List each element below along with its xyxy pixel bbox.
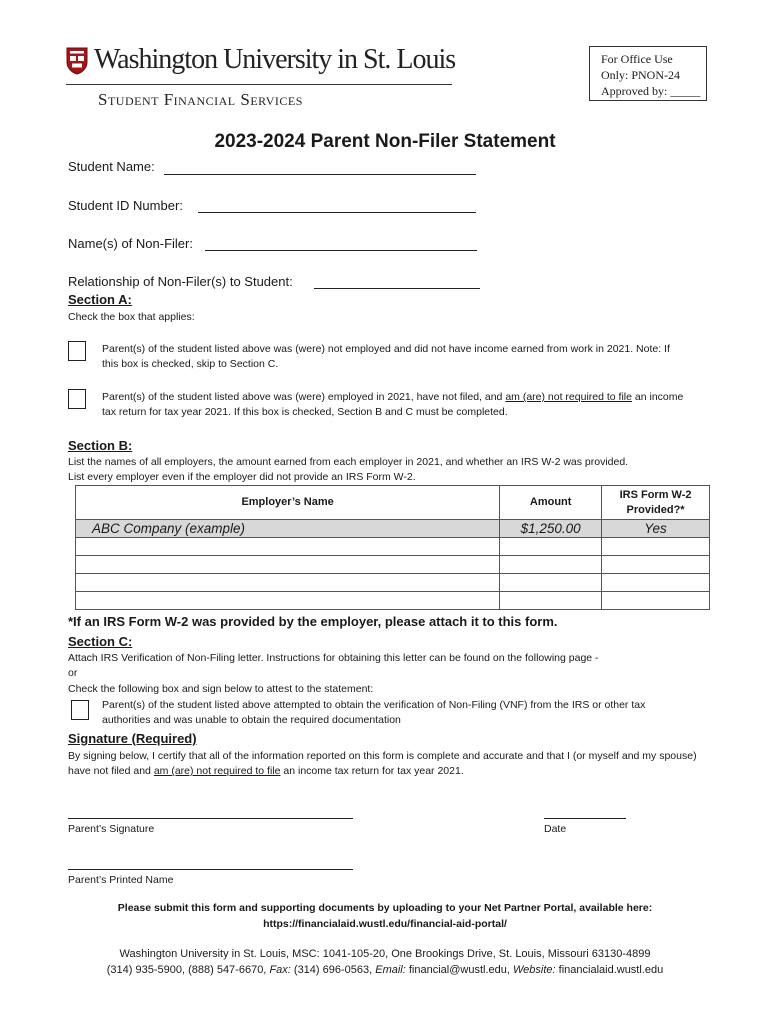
w2-header-line1: IRS Form W-2 xyxy=(619,488,692,501)
section-c-heading: Section C: xyxy=(68,634,133,649)
table-header-row xyxy=(76,486,710,520)
w2-footnote: *If an IRS Form W-2 was provided by the employer, please attach it to this form. xyxy=(68,614,558,629)
section-b-heading: Section B: xyxy=(68,438,133,453)
section-c-line3: Check the following box and sign below to attest to the statement: xyxy=(68,683,374,695)
employer-name-cell[interactable] xyxy=(76,556,500,574)
footer-address: Washington University in St. Louis, MSC: 1041-105-20, One Brookings Drive, St. Louis, Missouri 63130-4899 xyxy=(119,948,651,960)
footer xyxy=(0,946,770,978)
table-row xyxy=(76,592,710,610)
relationship-field[interactable] xyxy=(314,288,480,289)
table-row xyxy=(76,574,710,592)
section-a-option1-text: Parent(s) of the student listed above was (were) not employed and did not have income earned from work in 2021. Note: If this box is checked, skip to Section C. xyxy=(102,343,670,370)
statement-underlined: am (are) not required to file xyxy=(153,765,281,777)
relationship-label: Relationship of Non-Filer(s) to Student: xyxy=(68,274,293,289)
w2-cell[interactable] xyxy=(602,538,710,556)
website-link[interactable]: financialaid.wustl.edu xyxy=(558,964,664,976)
university-name: Washington University in St. Louis xyxy=(94,44,456,75)
form-title: 2023-2024 Parent Non-Filer Statement xyxy=(214,131,556,152)
fax-label: Fax: xyxy=(269,964,291,976)
date-line[interactable] xyxy=(544,818,626,819)
submit-line: Please submit this form and supporting documents by uploading to your Net Partner Portal, available here: xyxy=(117,902,653,914)
section-c-option-text: Parent(s) of the student listed above attempted to obtain the verification of Non-Filing (VNF) from the IRS or other tax authorities and was unable to obtain the required documentation xyxy=(102,699,646,726)
office-use-approved: Approved by: _____ xyxy=(601,84,701,98)
option2-text-start: Parent(s) of the student listed above was (were) employed in 2021, have not filed, and xyxy=(102,391,506,403)
employer-table xyxy=(75,485,710,610)
section-c-or: or xyxy=(68,667,78,679)
email-label: Email: xyxy=(375,964,406,976)
w2-provided-header xyxy=(602,486,710,520)
employer-name-cell[interactable] xyxy=(76,574,500,592)
option2-underlined-text: am (are) not required to file xyxy=(505,391,632,403)
amount-cell[interactable] xyxy=(500,592,602,610)
section-a-option2-checkbox[interactable] xyxy=(68,389,86,409)
non-filer-names-label: Name(s) of Non-Filer: xyxy=(68,236,193,251)
student-id-label: Student ID Number: xyxy=(68,198,183,213)
w2-cell[interactable] xyxy=(602,592,710,610)
section-a-instruction: Check the box that applies: xyxy=(68,311,195,323)
header-divider xyxy=(66,84,452,85)
student-id-field[interactable] xyxy=(198,212,476,213)
section-b-instruction-2: List every employer even if the employer did not provide an IRS Form W-2. xyxy=(68,471,416,483)
amount-cell[interactable] xyxy=(500,556,602,574)
table-row xyxy=(76,556,710,574)
example-amount: $1,250.00 xyxy=(500,520,602,538)
department-name: Student Financial Services xyxy=(98,90,303,109)
signature-heading: Signature (Required) xyxy=(68,731,197,746)
submit-instructions xyxy=(0,900,770,932)
office-use-line: For Office Use xyxy=(601,52,673,66)
email-link[interactable]: financial@wustl.edu, xyxy=(408,964,510,976)
w2-cell[interactable] xyxy=(602,574,710,592)
amount-header: Amount xyxy=(500,486,602,520)
employer-name-cell[interactable] xyxy=(76,592,500,610)
w2-header-line2: Provided?* xyxy=(626,503,685,516)
portal-link[interactable]: https://financialaid.wustl.edu/financial-aid-portal/ xyxy=(263,918,507,930)
example-row xyxy=(76,520,710,538)
example-w2: Yes xyxy=(602,520,710,538)
parent-signature-label: Parent’s Signature xyxy=(68,823,155,835)
employer-name-cell[interactable] xyxy=(76,538,500,556)
signature-statement xyxy=(68,749,698,779)
w2-cell[interactable] xyxy=(602,556,710,574)
table-row xyxy=(76,538,710,556)
non-filer-names-field[interactable] xyxy=(205,250,477,251)
parent-signature-line[interactable] xyxy=(68,818,353,819)
section-c-line1: Attach IRS Verification of Non-Filing letter. Instructions for obtaining this letter can be found on the following page - xyxy=(68,652,599,664)
section-a-heading: Section A: xyxy=(68,292,132,307)
printed-name-label: Parent’s Printed Name xyxy=(68,874,174,886)
section-a-option1-checkbox[interactable] xyxy=(68,341,86,361)
employer-name-header: Employer’s Name xyxy=(76,486,500,520)
office-use-code: Only: PNON-24 xyxy=(601,68,681,82)
office-use-box xyxy=(589,46,707,101)
amount-cell[interactable] xyxy=(500,538,602,556)
footer-phones: (314) 935-5900, (888) 547-6670, xyxy=(106,964,267,976)
option2-text-end: an income tax return for tax year 2021. If this box is checked, Section B and C must be completed. xyxy=(102,391,684,418)
student-name-field[interactable] xyxy=(164,174,476,175)
section-b-instruction-1: List the names of all employers, the amount earned from each employer in 2021, and whether an IRS W-2 was provided. xyxy=(68,456,629,468)
section-c-checkbox[interactable] xyxy=(71,700,89,720)
date-label: Date xyxy=(544,823,567,835)
section-a-option2-text xyxy=(102,390,694,420)
amount-cell[interactable] xyxy=(500,574,602,592)
footer-contacts xyxy=(0,962,770,978)
example-employer: ABC Company (example) xyxy=(76,520,500,538)
website-label: Website: xyxy=(513,964,556,976)
fax-number: (314) 696-0563, xyxy=(293,964,373,976)
university-shield-icon xyxy=(66,47,88,75)
statement-end: an income tax return for tax year 2021. xyxy=(280,765,464,777)
statement-start: By signing below, I certify that all of the information reported on this form is complete and accurate and that I (or myself and my spouse) have not filed and xyxy=(68,750,697,777)
printed-name-line[interactable] xyxy=(68,869,353,870)
student-name-label: Student Name: xyxy=(68,159,155,174)
